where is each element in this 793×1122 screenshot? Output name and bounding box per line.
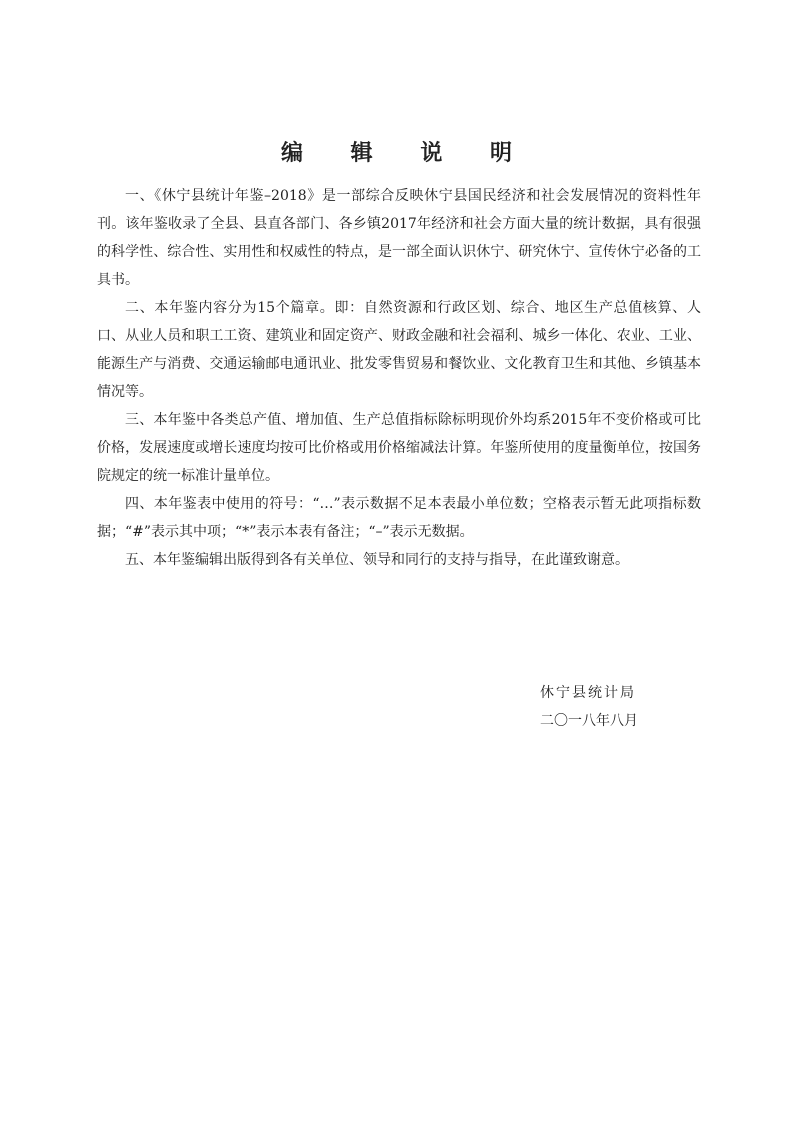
- page-title: 编 辑 说 明: [281, 140, 532, 166]
- paragraph-5: 五、本年鉴编辑出版得到各有关单位、领导和同行的支持与指导，在此谨致谢意。: [125, 552, 629, 568]
- paragraph-4: 四、本年鉴表中使用的符号：“…”表示数据不足本表最小单位数；空格表示暂无此项指标数据；“#”表示其中项；“*”表示本表有备注；“–”表示无数据。: [97, 496, 701, 540]
- document-body: [97, 182, 701, 574]
- signature-block: [540, 679, 638, 735]
- paragraph-2: 二、本年鉴内容分为15个篇章。即：自然资源和行政区划、综合、地区生产总值核算、人口、从业人员和职工工资、建筑业和固定资产、财政金融和社会福利、城乡一体化、农业、工业、能源生产与消费、交通运输邮电通讯业、批发零售贸易和餐饮业、文化教育卫生和其他、乡镇基本情况等。: [97, 300, 701, 400]
- paragraph-3: 三、本年鉴中各类总产值、增加值、生产总值指标除标明现价外均系2015年不变价格或可比价格，发展速度或增长速度均按可比价格或用价格缩减法计算。年鉴所使用的度量衡单位，按国务院规定的统一标准计量单位。: [97, 412, 701, 484]
- paragraph-1: 一、《休宁县统计年鉴–2018》是一部综合反映休宁县国民经济和社会发展情况的资料性年刊。该年鉴收录了全县、县直各部门、各乡镇2017年经济和社会方面大量的统计数据，具有很强的科学性、综合性、实用性和权威性的特点，是一部全面认识休宁、研究休宁、宣传休宁必备的工具书。: [97, 188, 701, 288]
- signature-organization: 休宁县统计局: [540, 685, 636, 701]
- signature-date: 二〇一八年八月: [540, 713, 638, 729]
